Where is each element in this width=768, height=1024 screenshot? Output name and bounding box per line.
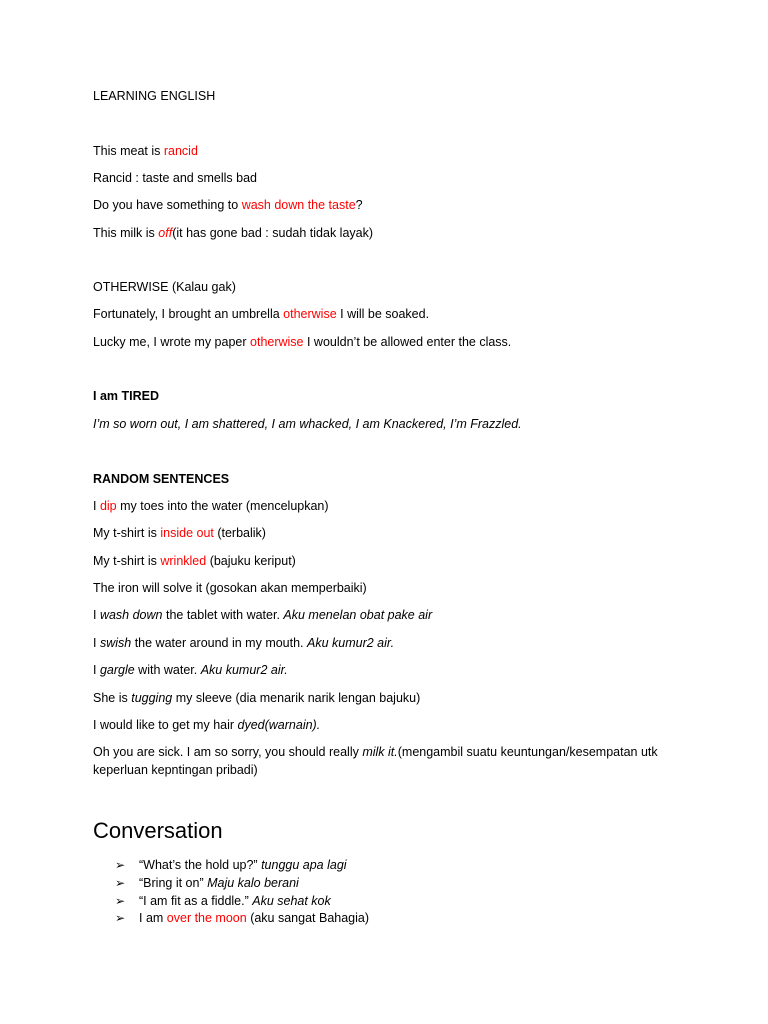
swish-mid: the water around in my mouth. xyxy=(131,636,307,650)
umbrella-keyword: otherwise xyxy=(283,307,337,321)
conversation-list xyxy=(115,857,369,928)
wash-down-sentence xyxy=(93,606,693,624)
gargle-sentence xyxy=(93,661,693,679)
washdown-pre: I xyxy=(93,608,100,622)
meat-keyword: rancid xyxy=(163,144,198,158)
iron-sentence: The iron will solve it (gosokan akan memperbaiki) xyxy=(93,581,367,595)
arrow-bullet-icon: ➢ xyxy=(115,858,126,872)
wrinkled-keyword: wrinkled xyxy=(160,554,207,568)
washdown-mid: the tablet with water. xyxy=(162,608,284,622)
tired-phrases: I’m so worn out, I am shattered, I am whacked, I am Knackered, I’m Frazzled. xyxy=(93,417,522,431)
dyed-italic: dyed(warnain). xyxy=(237,718,321,732)
meat-sentence xyxy=(93,142,693,160)
document-title: LEARNING ENGLISH xyxy=(93,89,216,103)
arrow-bullet-icon: ➢ xyxy=(115,875,126,890)
arrow-bullet-icon: ➢ xyxy=(115,893,126,908)
rancid-definition: Rancid : taste and smells bad xyxy=(93,171,257,185)
tugging-post: my sleeve (dia menarik narik lengan bajuku) xyxy=(172,691,421,705)
milkit-pre: Oh you are sick. I am so sorry, you should really xyxy=(93,745,363,759)
inside-pre: My t-shirt is xyxy=(93,526,161,540)
paper-post: I wouldn’t be allowed enter the class. xyxy=(303,335,512,349)
bullet-translation: tunggu apa lagi xyxy=(261,858,347,872)
gargle-mid: with water. xyxy=(134,663,201,677)
wash-post: ? xyxy=(355,198,363,212)
inside-out-sentence xyxy=(93,524,693,542)
bullet-translation: Maju kalo berani xyxy=(207,875,299,890)
wrinkled-post: (bajuku keriput) xyxy=(206,554,296,568)
tugging-pre: She is xyxy=(93,691,132,705)
milk-pre: This milk is xyxy=(93,226,159,240)
bullet-pre: I am xyxy=(139,911,167,926)
list-item xyxy=(115,893,369,911)
meat-pre: This meat is xyxy=(93,144,164,158)
tugging-italic: tugging xyxy=(131,691,173,705)
milkit-italic: milk it. xyxy=(362,745,398,759)
bullet-translation: Aku sehat kok xyxy=(252,893,331,908)
inside-keyword: inside out xyxy=(160,526,214,540)
bullet-keyword: over the moon xyxy=(166,911,247,926)
dyed-pre: I would like to get my hair xyxy=(93,718,238,732)
list-item xyxy=(115,910,369,928)
random-heading: RANDOM SENTENCES xyxy=(93,472,230,486)
bullet-text: “What’s the hold up?” xyxy=(139,858,262,872)
tired-heading: I am TIRED xyxy=(93,389,159,403)
dip-sentence xyxy=(93,497,693,515)
otherwise-heading: OTHERWISE (Kalau gak) xyxy=(93,280,236,294)
wrinkled-pre: My t-shirt is xyxy=(93,554,161,568)
inside-post: (terbalik) xyxy=(213,526,266,540)
dip-pre: I xyxy=(93,499,100,513)
tugging-sentence xyxy=(93,689,693,707)
milkit-post: (mengambil suatu keuntungan/kesempatan utk keperluan kepntingan pribadi) xyxy=(93,745,658,777)
paper-pre: Lucky me, I wrote my paper xyxy=(93,335,251,349)
swish-pre: I xyxy=(93,636,100,650)
list-item xyxy=(115,857,369,875)
conversation-heading: Conversation xyxy=(93,818,223,843)
umbrella-sentence xyxy=(93,305,693,323)
wash-sentence xyxy=(93,196,693,214)
wrinkled-sentence xyxy=(93,552,693,570)
bullet-post: (aku sangat Bahagia) xyxy=(246,911,370,926)
umbrella-pre: Fortunately, I brought an umbrella xyxy=(93,307,284,321)
gargle-pre: I xyxy=(93,663,100,677)
bullet-text: “I am fit as a fiddle.” xyxy=(139,893,253,908)
gargle-italic: gargle xyxy=(99,663,135,677)
paper-keyword: otherwise xyxy=(250,335,304,349)
bullet-text: “Bring it on” xyxy=(139,875,208,890)
wash-keyword: wash down the taste xyxy=(241,198,356,212)
swish-sentence xyxy=(93,634,693,652)
swish-translation: Aku kumur2 air. xyxy=(307,636,395,650)
milk-sentence xyxy=(93,224,693,242)
paper-sentence xyxy=(93,333,693,351)
dip-keyword: dip xyxy=(99,499,117,513)
washdown-translation: Aku menelan obat pake air xyxy=(283,608,433,622)
washdown-italic: wash down xyxy=(99,608,163,622)
umbrella-post: I will be soaked. xyxy=(336,307,430,321)
swish-italic: swish xyxy=(99,636,132,650)
dyed-sentence xyxy=(93,716,693,734)
milk-keyword: off xyxy=(158,226,173,240)
gargle-translation: Aku kumur2 air. xyxy=(200,663,288,677)
milk-it-sentence xyxy=(93,743,673,779)
list-item xyxy=(115,875,369,893)
dip-post: my toes into the water (mencelupkan) xyxy=(116,499,329,513)
arrow-bullet-icon: ➢ xyxy=(115,911,126,926)
wash-pre: Do you have something to xyxy=(93,198,242,212)
milk-post: (it has gone bad : sudah tidak layak) xyxy=(172,226,374,240)
